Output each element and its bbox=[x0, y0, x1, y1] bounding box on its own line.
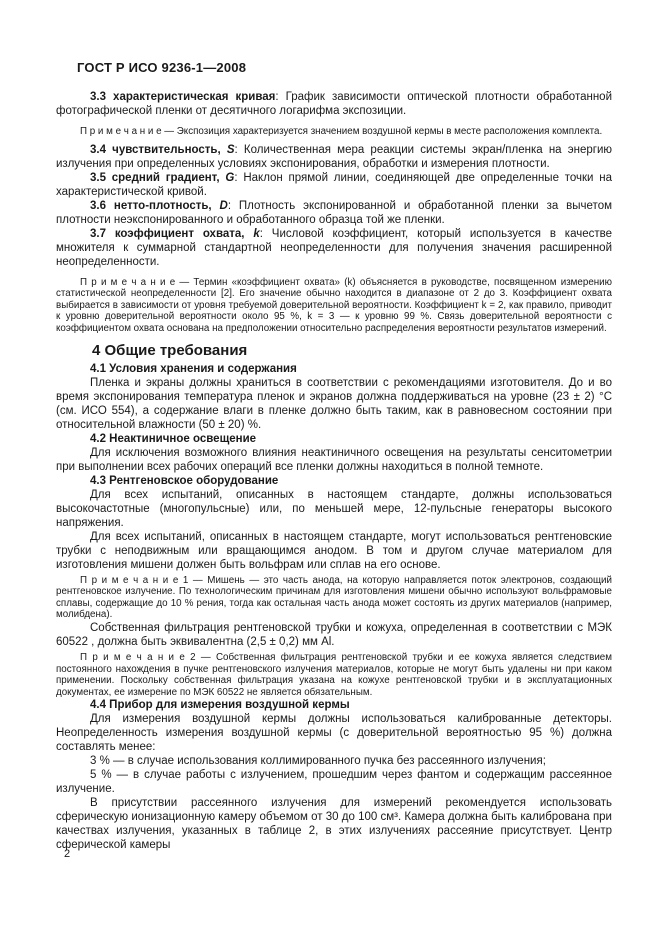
definition-3-6-text: : Плотность экспонированной и обработанной пленки за вычетом плотности неэкспонированного и обработанного образца той же пленки. bbox=[56, 199, 612, 226]
note-4-3-1: П р и м е ч а н и е 1 — Мишень — это часть анода, на которую направляется поток электронов, создающий рентгеновское излучение. По технологическим причинам для изготовления мишени обычно используют вольфрамовые сплавы, содержащие до 10 % рения, тогда как остальная часть анода может состоять из других материалов (например, молибдена). bbox=[56, 574, 612, 621]
definition-3-5-term: 3.5 средний градиент, bbox=[90, 171, 226, 184]
definition-3-6 bbox=[56, 199, 612, 227]
definition-3-7-symbol: k bbox=[253, 227, 260, 240]
page-number: 2 bbox=[64, 848, 71, 860]
section-4-4-paragraph-1: Для измерения воздушной кермы должны использоваться калиброванные детекторы. Неопределенность измерения воздушной кермы (с доверительной вероятностью 95 %) должна составлять менее: bbox=[56, 713, 612, 754]
definition-3-4 bbox=[56, 143, 612, 171]
note-3-7: П р и м е ч а н и е — Термин «коэффициент охвата» (k) объясняется в руководстве, посвященном измерению статистической неопределенности [2]. Его значение обычно находится в диапазоне от 2 до 3. Коэффициент охвата выбирается в зависимости от уровня требуемой доверительной вероятности. Коэффициент k = 2, как правило, приводит к уровню доверительной вероятности около 95 %, k = 3 — к уровню 99 %. Связь доверительной вероятности с коэффициентом охвата основана на предположении относительно распределения вероятности результатов измерений. bbox=[56, 276, 612, 334]
definition-3-3 bbox=[56, 90, 612, 118]
section-4-2-heading: 4.2 Неактиничное освещение bbox=[90, 432, 257, 445]
section-4-heading: 4 Общие требования bbox=[92, 341, 248, 359]
definition-3-4-term: 3.4 чувствительность, bbox=[90, 143, 227, 156]
note-3-3: П р и м е ч а н и е — Экспозиция характеризуется значением воздушной кермы в месте расположения комплекта. bbox=[80, 126, 603, 137]
note-4-3-2: П р и м е ч а н и е 2 — Собственная фильтрация рентгеновской трубки и ее кожуха является следствием постоянного нахождения в пучке рентгеновского излучения материалов, которые не могут быть удалены ни при каком применении. Поскольку собственная фильтрация указана на кожухе рентгеновской трубки и в эксплуатационных документах, ее измерение по МЭК 60522 не является обязательным. bbox=[56, 651, 612, 698]
section-4-1-heading: 4.1 Условия хранения и содержания bbox=[90, 362, 297, 375]
section-4-4-list-item-1: 3 % — в случае использования коллимированного пучка без рассеянного излучения; bbox=[90, 755, 546, 768]
definition-3-5-text: : Наклон прямой линии, соединяющей две определенные точки на характеристической кривой. bbox=[56, 171, 612, 198]
section-4-3-heading: 4.3 Рентгеновское оборудование bbox=[90, 474, 279, 487]
definition-3-3-term: 3.3 характеристическая кривая bbox=[90, 91, 276, 103]
section-4-4-list-item-2: 5 % — в случае работы с излучением, прошедшим через фантом и содержащим рассеянное излучение. bbox=[56, 769, 612, 796]
document-body bbox=[56, 90, 612, 852]
definition-3-6-symbol: D bbox=[219, 199, 228, 212]
definition-3-7 bbox=[56, 227, 612, 269]
section-4-3-paragraph-2: Для всех испытаний, описанных в настоящем стандарте, могут использоваться рентгеновские трубки с неподвижным или вращающимся анодом. В том и другом случае материалом для изготовления мишени должен быть вольфрам или сплав на его основе. bbox=[56, 530, 612, 571]
section-4-3-paragraph-3: Собственная фильтрация рентгеновской трубки и кожуха, определенная в соответствии с МЭК 60522 , должна быть эквивалентна (2,5 ± 0,2) мм Al. bbox=[56, 621, 612, 648]
definition-3-3-text: : График зависимости оптической плотности обработанной фотографической пленки от десятичного логарифма экспозиции. bbox=[56, 91, 612, 117]
section-4-4-paragraph-2: В присутствии рассеянного излучения для измерений рекомендуется использовать сферическую ионизационную камеру объемом от 30 до 100 см³. Камера должна быть калибрована при качествах излучения, указанных в таблице 2, в этих излучениях рассеяние присутствует. Центр сферической камеры bbox=[56, 797, 612, 852]
definition-3-4-text: : Количественная мера реакции системы экран/пленка на энергию излучения при определенных условиях экспонирования, обработки и измерения плотности. bbox=[56, 143, 612, 170]
definition-3-7-text: : Числовой коэффициент, который используется в качестве множителя к суммарной стандартной неопределенности для получения значения расширенной неопределенности. bbox=[56, 227, 612, 268]
definition-3-5-symbol: G bbox=[225, 171, 235, 184]
definition-3-4-symbol: S bbox=[226, 143, 235, 156]
section-4-1-paragraph: Пленка и экраны должны храниться в соответствии с рекомендациями изготовителя. До и во время экспонирования температура пленок и экранов должна поддерживаться на уровне (23 ± 2) °С (см. ИСО 554), а содержание влаги в пленке должно быть таким, как в равновесном состоянии при относительной влажности (50 ± 20) %. bbox=[56, 376, 612, 431]
document-header: ГОСТ Р ИСО 9236-1—2008 bbox=[77, 60, 247, 75]
section-4-4-heading: 4.4 Прибор для измерения воздушной кермы bbox=[90, 699, 350, 712]
definition-3-5 bbox=[56, 171, 612, 199]
section-4-3-paragraph-1: Для всех испытаний, описанных в настоящем стандарте, должны использоваться высокочастотные (многопульсные) или, по меньшей мере, 12-пульсные генераторы высокого напряжения. bbox=[56, 488, 612, 529]
definition-3-6-term: 3.6 нетто-плотность, bbox=[90, 199, 220, 212]
section-4-2-paragraph: Для исключения возможного влияния неактиничного освещения на результаты сенситометрии при выполнении всех рабочих операций все пленки должны находиться в полной темноте. bbox=[56, 446, 612, 473]
definition-3-7-term: 3.7 коэффициент охвата, bbox=[90, 227, 254, 240]
